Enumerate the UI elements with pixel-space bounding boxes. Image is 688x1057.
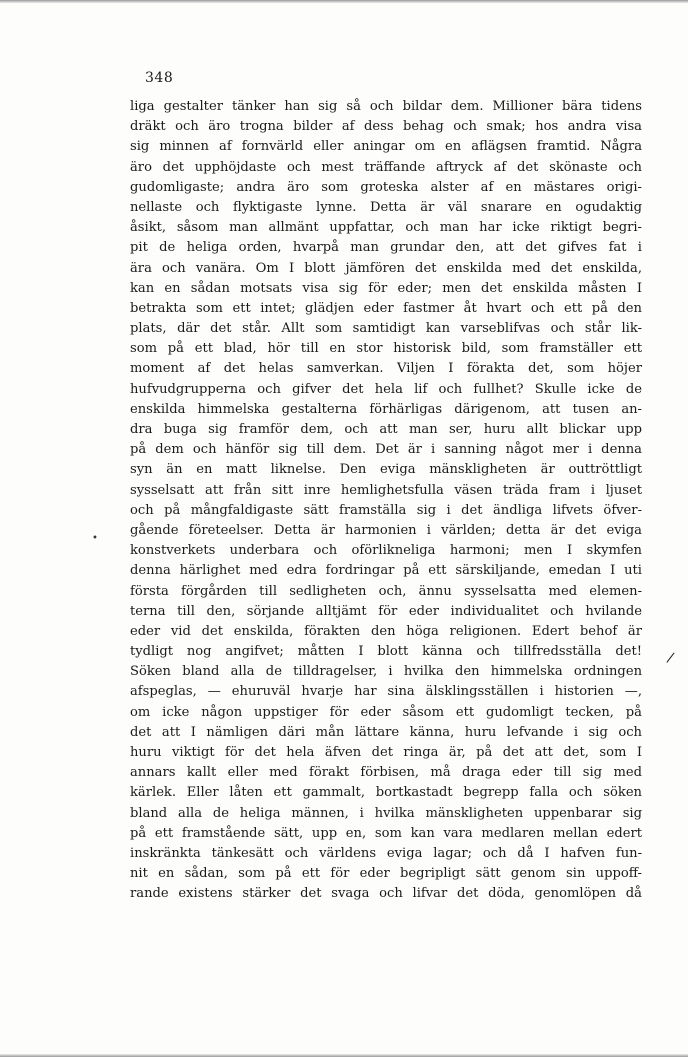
text-line: nellaste och flyktigaste lynne. Detta är väl snarare en ogudaktig [130,199,642,215]
text-line: om icke någon uppstiger för eder såsom ett gudomligt tecken, på [130,704,642,720]
text-line: första förgården till sedligheten och, ännu sysselsatta med elemen- [130,583,642,599]
text-line: sysselsatt att från sitt inre hemlighetsfulla väsen träda fram i ljuset [130,482,642,498]
text-line: äro det upphöjdaste och mest träffande aftryck af det skönaste och [130,159,642,175]
margin-dot-mark: • [92,533,98,544]
text-line: på ett framstående sätt, upp en, som kan vara medlaren mellan edert [130,825,642,841]
top-scan-edge [0,0,688,3]
text-line: hufvudgrupperna och gifver det hela lif och fullhet? Skulle icke de [130,381,642,397]
text-line: dräkt och äro trogna bilder af dess behag och smak; hos andra visa [130,119,642,135]
text-line: enskilda himmelska gestalterna förhärligas därigenom, att tusen an- [130,401,642,417]
page-number: 348 [145,70,174,86]
text-line: dra buga sig framför dem, och att man ser, huru allt blickar upp [130,422,642,437]
text-line: gående företeelser. Detta är harmonien i världen; detta är det eviga [130,522,642,538]
text-line: det att I nämligen däri mån lättare känna, huru lefvande i sig och [130,724,642,740]
text-line: plats, där det står. Allt som samtidigt kan varseblifvas och står lik- [130,321,642,337]
body-text [130,97,642,905]
text-line: rande existens stärker det svaga och lifvar det döda, genomlöpen då [130,886,642,902]
margin-pencil-mark: / [665,649,676,667]
text-line: eder vid det enskilda, förakten den höga religionen. Edert behof är [130,623,642,639]
text-line: ära och vanära. Om I blott jämfören det enskilda med det enskilda, [130,260,642,276]
text-line: som på ett blad, hör till en stor historisk bild, som framställer ett [130,341,642,357]
text-line: annars kallt eller med förakt förbisen, må draga eder till sig med [130,765,642,781]
text-line: Söken bland alla de tilldragelser, i hvilka den himmelska ordningen [130,664,642,680]
text-line: liga gestalter tänker han sig så och bildar dem. Millioner bära tidens [130,99,642,114]
text-line: huru viktigt för det hela äfven det ringa är, på det att det, som I [130,745,642,760]
text-line: tydligt nog angifvet; måtten I blott känna och tillfredsställa det! [130,644,642,660]
text-line: kan en sådan motsats visa sig för eder; men det enskilda måsten I [130,280,642,296]
text-line: denna härlighet med edra fordringar på ett särskiljande, emedan I uti [130,563,642,579]
text-line: inskränkta tänkesätt och världens eviga lagar; och då I hafven fun- [130,845,642,861]
text-line: bland alla de heliga männen, i hvilka mänskligheten uppenbarar sig [130,805,642,821]
text-line: terna till den, sörjande alltjämt för eder individualitet och hvilande [130,603,642,619]
text-line: nit en sådan, som på ett för eder begripligt sätt genom sin uppoff- [130,866,642,882]
text-line: moment af det helas samverkan. Viljen I förakta det, som höjer [130,361,642,377]
text-line: betrakta som ett intet; glädjen eder fastmer åt hvart och ett på den [130,300,642,316]
text-line: åsikt, såsom man allmänt uppfattar, och man har icke riktigt begri- [130,220,642,236]
text-line: gudomligaste; andra äro som groteska alster af en mästares origi- [130,179,642,195]
text-line: pit de heliga orden, hvarpå man grundar den, att det gifves fat i [130,240,642,256]
text-line: afspeglas, — ehuruväl hvarje har sina älsklingsställen i historien —, [130,684,642,700]
text-line: syn än en matt liknelse. Den eviga mänskligheten är outtröttligt [130,462,642,478]
text-line: sig minnen af fornvärld eller aningar om en aflägsen framtid. Några [130,139,642,155]
text-line: och på mångfaldigaste sätt framställa sig i det ändliga lifvets öfver- [130,502,642,518]
text-line: kärlek. Eller låten ett gammalt, bortkastadt begrepp falla och söken [130,785,642,801]
text-line: på dem och hänför sig till dem. Det är i sanning något mer i denna [130,442,642,458]
text-line: konstverkets underbara och oförlikneliga harmoni; men I skymfen [130,543,642,559]
